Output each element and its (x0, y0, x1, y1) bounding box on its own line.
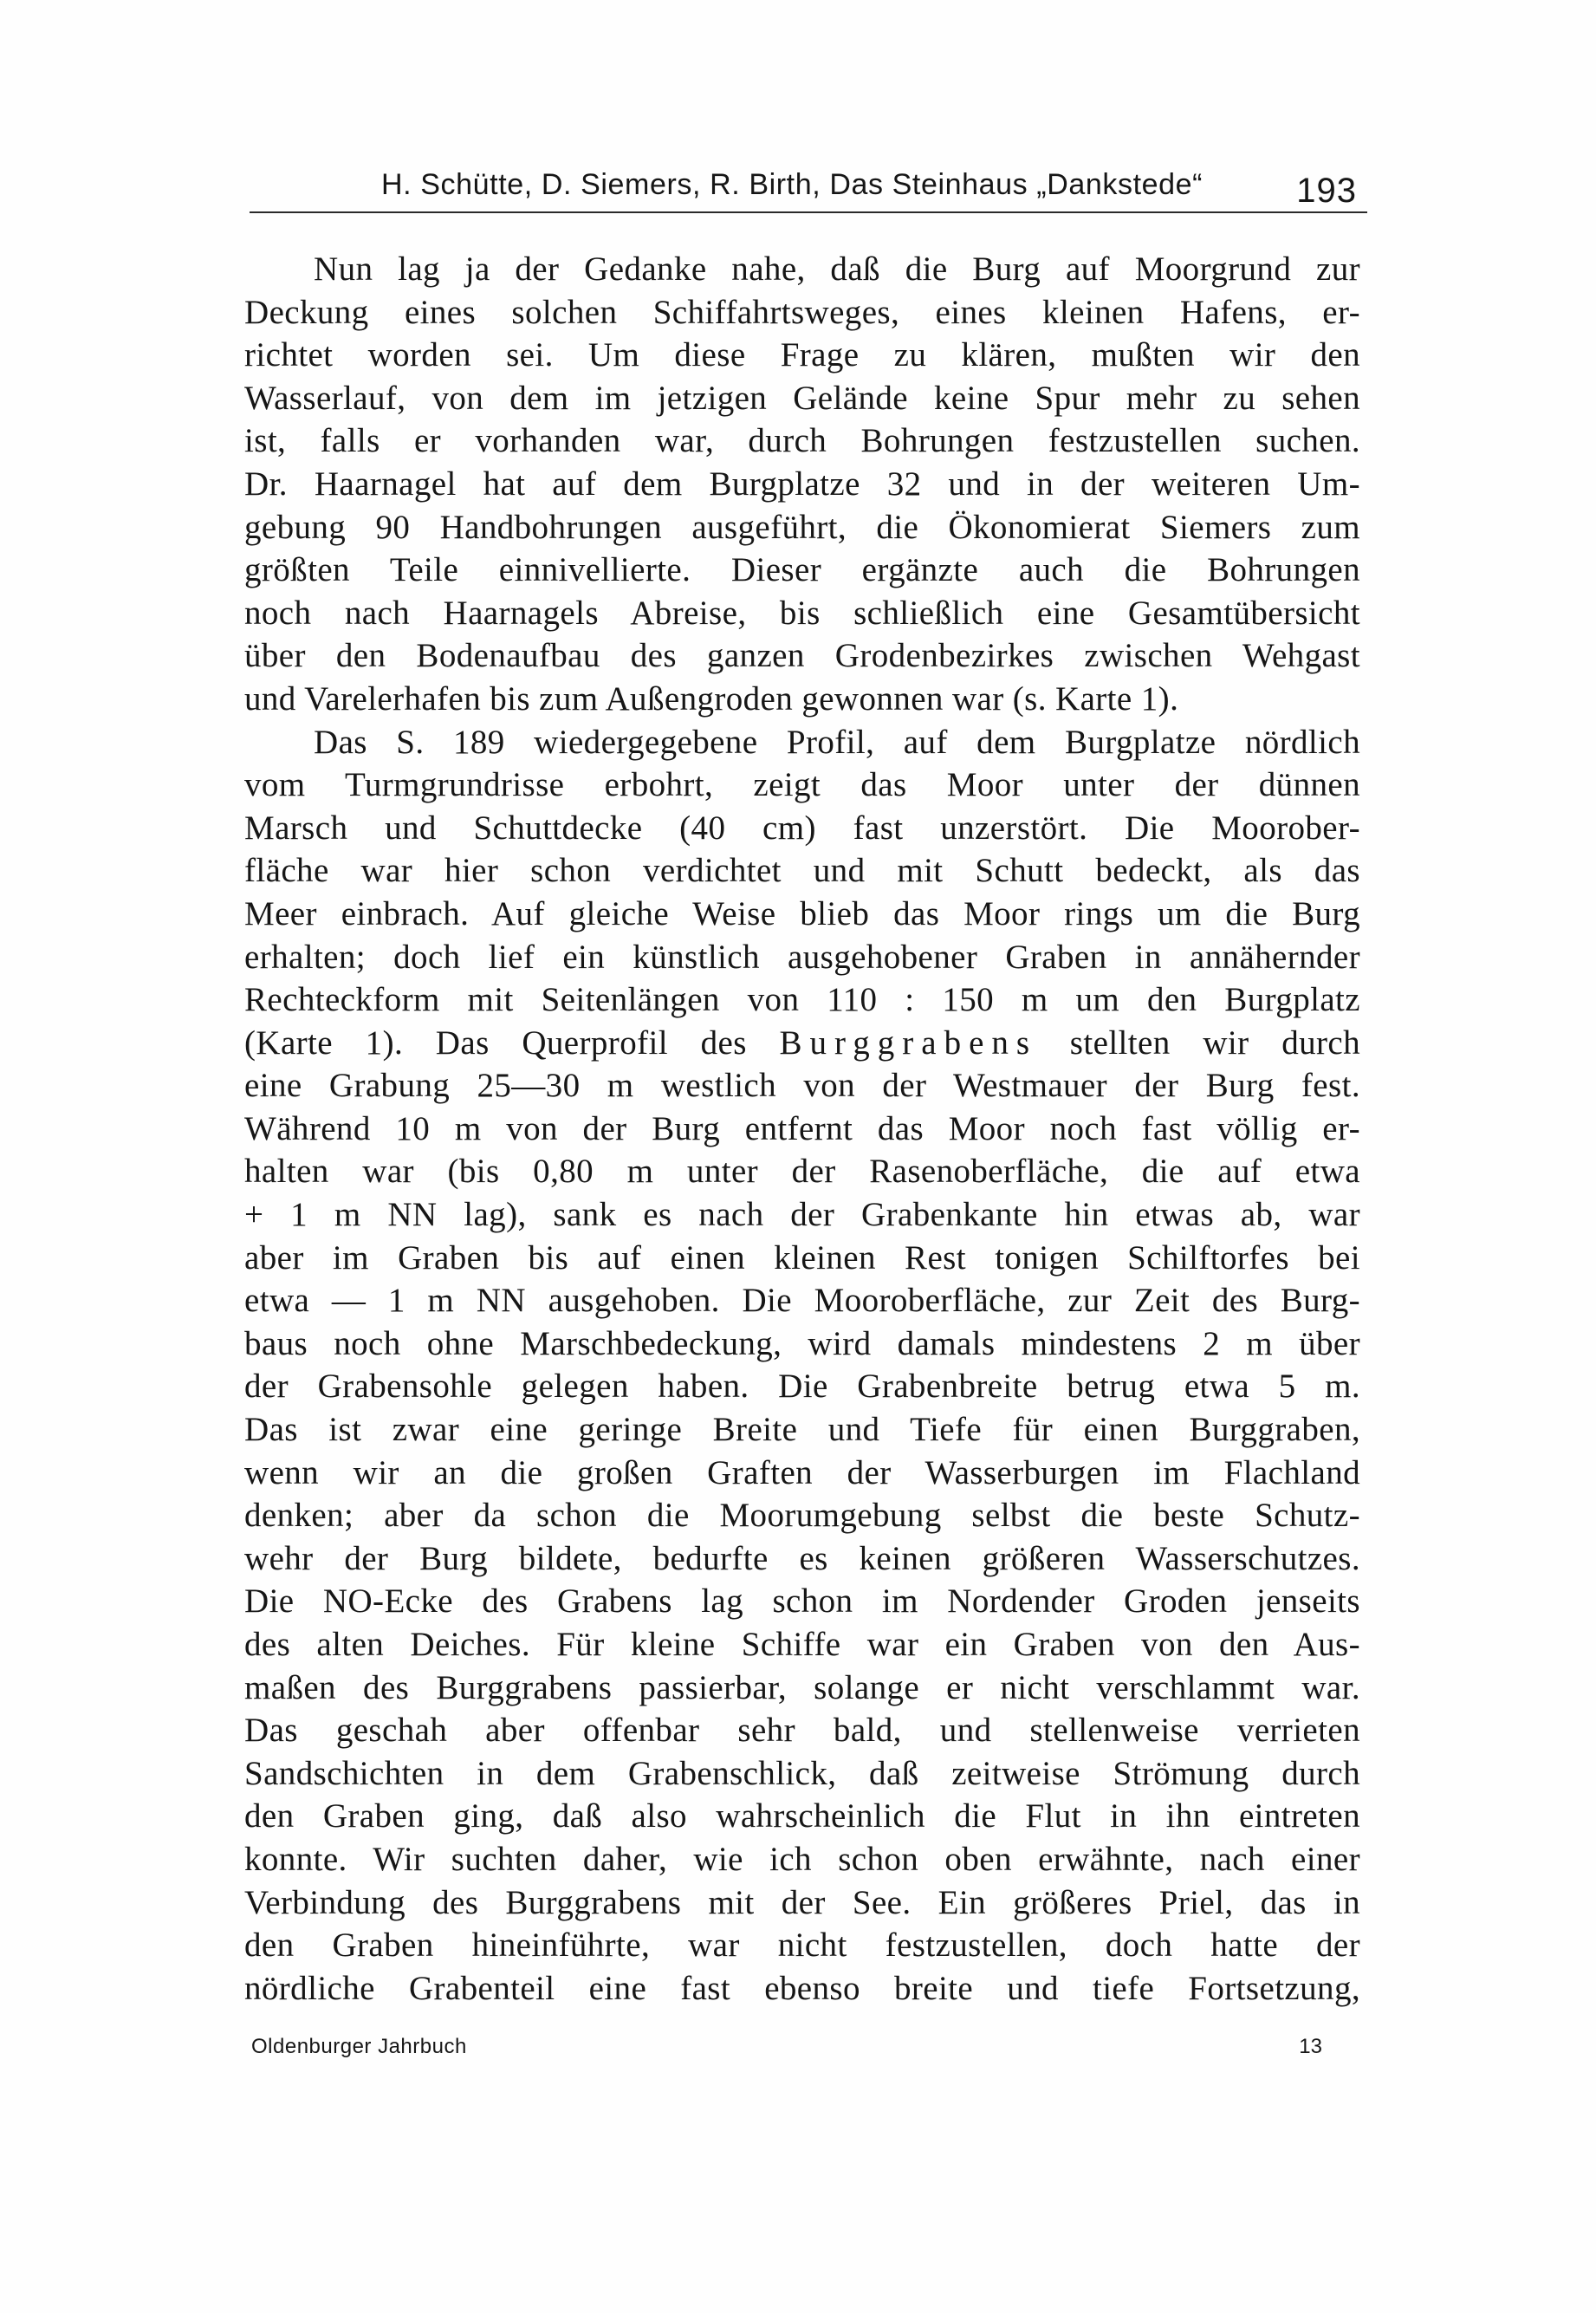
journal-name: Oldenburger Jahrbuch (251, 2035, 467, 2058)
text-line: und Varelerhafen bis zum Außengroden gewonnen war (s. Karte 1). (244, 679, 1179, 718)
text-line: Das S. 189 wiedergegebene Profil, auf dem Burgplatze nördlich (314, 723, 1360, 761)
text-line: nördliche Grabenteil eine fast ebenso breite und tiefe Fortsetzung, (244, 1969, 1360, 2007)
text-line: Das geschah aber offenbar sehr bald, und stellenweise verrieten (244, 1712, 1360, 1750)
running-head (250, 146, 1367, 215)
text-line: des alten Deiches. Für kleine Schiffe war ein Graben von den Aus- (244, 1626, 1360, 1663)
text-segment: stellten wir durch (1037, 1023, 1360, 1062)
text-line: Nun lag ja der Gedanke nahe, daß die Burg auf Moorgrund zur (314, 250, 1360, 288)
text-line: Die NO-Ecke des Grabens lag schon im Nordender Groden jenseits (244, 1582, 1360, 1621)
text-segment: (Karte 1). Das Querprofil des (244, 1023, 780, 1062)
text-line: den Graben hineinführte, war nicht festzustellen, doch hatte der (244, 1926, 1360, 1965)
text-line: der Grabensohle gelegen haben. Die Grabenbreite betrug etwa 5 m. (244, 1368, 1360, 1406)
sheet-signature: 13 (1299, 2035, 1322, 2058)
text-line: baus noch ohne Marschbedeckung, wird damals mindestens 2 m über (244, 1324, 1360, 1362)
text-line: aber im Graben bis auf einen kleinen Rest tonigen Schilftorfes bei (244, 1238, 1360, 1277)
text-line: etwa — 1 m NN ausgehoben. Die Mooroberfläche, zur Zeit des Burg- (244, 1282, 1360, 1320)
text-line: wehr der Burg bildete, bedurfte es keinen größeren Wasserschutzes. (244, 1539, 1360, 1577)
text-line: Wasserlauf, von dem im jetzigen Gelände keine Spur mehr zu sehen (244, 379, 1360, 417)
paragraph-1 (244, 248, 1360, 721)
text-line: richtet worden sei. Um diese Frage zu klären, mußten wir den (244, 336, 1360, 374)
text-line: + 1 m NN lag), sank es nach der Grabenkante hin etwas ab, war (244, 1196, 1360, 1234)
page-number: 193 (1296, 172, 1357, 210)
text-line: maßen des Burggrabens passierbar, solange er nicht verschlammt war. (244, 1668, 1360, 1706)
text-line: vom Turmgrundrisse erbohrt, zeigt das Moor unter der dünnen (244, 766, 1360, 804)
page-footer (251, 2035, 1322, 2069)
text-line: den Graben ging, daß also wahrscheinlich die Flut in ihn eintreten (244, 1797, 1360, 1835)
text-line (244, 1022, 1360, 1065)
text-line: über den Bodenaufbau des ganzen Grodenbezirkes zwischen Wehgast (244, 637, 1360, 675)
text-line: fläche war hier schon verdichtet und mit Schutt bedeckt, als das (244, 852, 1360, 890)
text-line: noch nach Haarnagels Abreise, bis schließlich eine Gesamtübersicht (244, 594, 1360, 632)
text-line: Meer einbrach. Auf gleiche Weise blieb das Moor rings um die Burg (244, 894, 1360, 932)
running-title: H. Schütte, D. Siemers, R. Birth, Das Steinhaus „Dankstede“ (381, 168, 1203, 201)
text-line: Marsch und Schuttdecke (40 cm) fast unzerstört. Die Moorober- (244, 809, 1360, 847)
text-line: ist, falls er vorhanden war, durch Bohrungen festzustellen suchen. (244, 422, 1360, 460)
text-line: eine Grabung 25—30 m westlich von der Westmauer der Burg fest. (244, 1067, 1360, 1105)
text-line: größten Teile einnivellierte. Dieser ergänzte auch die Bohrungen (244, 551, 1360, 589)
paragraph-2 (244, 721, 1360, 2011)
text-line: halten war (bis 0,80 m unter der Rasenoberfläche, die auf etwa (244, 1153, 1360, 1191)
text-line: gebung 90 Handbohrungen ausgeführt, die Ökonomierat Siemers zum (244, 508, 1360, 546)
text-line: Deckung eines solchen Schiffahrtsweges, eines kleinen Hafens, er- (244, 293, 1360, 331)
text-line: Verbindung des Burggrabens mit der See. Ein größeres Priel, das in (244, 1883, 1360, 1921)
text-line: konnte. Wir suchten daher, wie ich schon oben erwähnte, nach einer (244, 1840, 1360, 1878)
header-rule (250, 211, 1367, 213)
text-line: Sandschichten in dem Grabenschlick, daß zeitweise Strömung durch (244, 1754, 1360, 1792)
text-line: Während 10 m von der Burg entfernt das Moor noch fast völlig er- (244, 1109, 1360, 1147)
body-text (244, 248, 1360, 2010)
text-line: erhalten; doch lief ein künstlich ausgehobener Graben in annähernder (244, 938, 1360, 976)
text-line: Rechteckform mit Seitenlängen von 110 : 150 m um den Burgplatz (244, 981, 1360, 1019)
text-line: Das ist zwar eine geringe Breite und Tiefe für einen Burggraben, (244, 1411, 1360, 1449)
text-line: Dr. Haarnagel hat auf dem Burgplatze 32 und in der weiteren Um- (244, 465, 1360, 503)
text-line: wenn wir an die großen Graften der Wasserburgen im Flachland (244, 1453, 1360, 1491)
text-line: denken; aber da schon die Moorumgebung selbst die beste Schutz- (244, 1497, 1360, 1535)
emphasized-word: Burggrabens (779, 1023, 1038, 1062)
